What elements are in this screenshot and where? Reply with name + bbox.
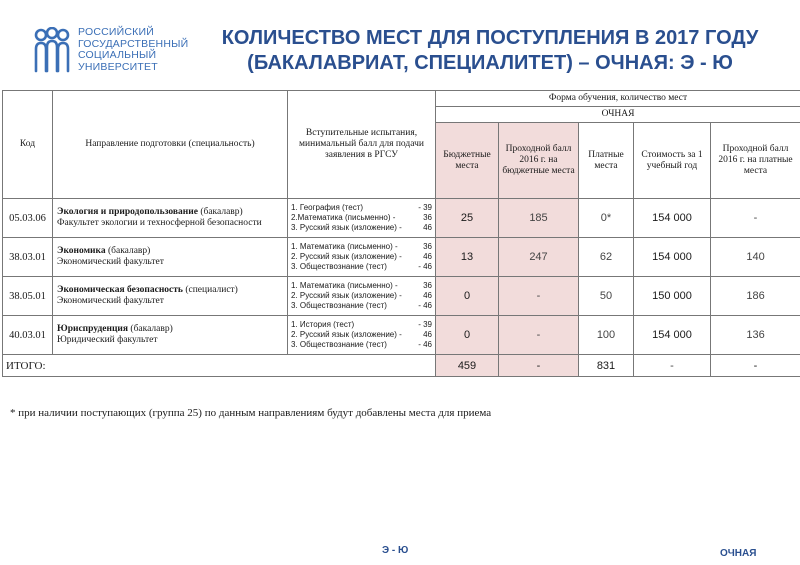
row-code: 05.03.06	[3, 199, 53, 238]
row-cost: 154 000	[634, 316, 711, 355]
logo-line: ГОСУДАРСТВЕННЫЙ	[78, 37, 189, 50]
exam-item: 2. Русский язык (изложение) - 46	[291, 330, 432, 339]
footnote: * при наличии поступающих (группа 25) по данным направлениям будут добавлены места для приема	[10, 407, 492, 419]
admission-table	[2, 90, 800, 377]
logo-people-icon	[32, 27, 72, 73]
footer-mode: ОЧНАЯ	[720, 548, 757, 559]
exam-item: 2. Русский язык (изложение) - 46	[291, 291, 432, 300]
header-pass-paid: Проходной балл 2016 г. на платные места	[711, 123, 800, 199]
row-cost: 154 000	[634, 199, 711, 238]
row-pass-paid: -	[711, 199, 800, 238]
row-code: 38.05.01	[3, 277, 53, 316]
table-row	[3, 199, 800, 238]
row-exams	[288, 277, 436, 316]
exam-item: 3. Обществознание (тест) - 46	[291, 262, 432, 271]
row-pass-budget: 185	[499, 199, 579, 238]
logo-text	[78, 27, 188, 73]
logo-line: РОССИЙСКИЙ	[78, 26, 154, 38]
direction-name: Экономика	[57, 246, 106, 256]
total-pass-budget: -	[499, 355, 579, 377]
row-cost: 150 000	[634, 277, 711, 316]
header-direction: Направление подготовки (специальность)	[53, 91, 288, 199]
header-budget: Бюджетные места	[436, 123, 499, 199]
table-row	[3, 277, 800, 316]
direction-name: Юриспруденция	[57, 324, 129, 334]
exam-item: 1. История (тест) - 39	[291, 320, 432, 329]
exam-item: 1. Математика (письменно) - 36	[291, 242, 432, 251]
row-direction	[53, 238, 288, 277]
direction-level: (бакалавр)	[200, 207, 243, 217]
header-mode: ОЧНАЯ	[436, 107, 800, 123]
header-code: Код	[3, 91, 53, 199]
row-paid: 62	[579, 238, 634, 277]
direction-faculty: Экономический факультет	[57, 257, 164, 267]
total-pass-paid: -	[711, 355, 800, 377]
total-row	[3, 355, 800, 377]
exam-item: 2.Математика (письменно) - 36	[291, 213, 432, 222]
direction-name: Экология и природопользование	[57, 207, 198, 217]
row-exams	[288, 316, 436, 355]
header-pass-budget: Проходной балл 2016 г. на бюджетные места	[499, 123, 579, 199]
direction-level: (специалист)	[185, 285, 238, 295]
row-paid: 50	[579, 277, 634, 316]
row-exams	[288, 199, 436, 238]
row-budget: 0	[436, 277, 499, 316]
header-cost: Стоимость за 1 учебный год	[634, 123, 711, 199]
exam-item: 1. География (тест) - 39	[291, 203, 432, 212]
row-direction	[53, 199, 288, 238]
table-row	[3, 316, 800, 355]
row-budget: 25	[436, 199, 499, 238]
direction-faculty: Юридический факультет	[57, 335, 158, 345]
exam-item: 3. Русский язык (изложение) - 46	[291, 223, 432, 232]
row-code: 40.03.01	[3, 316, 53, 355]
row-cost: 154 000	[634, 238, 711, 277]
row-exams	[288, 238, 436, 277]
row-paid: 0*	[579, 199, 634, 238]
row-budget: 13	[436, 238, 499, 277]
header-exams: Вступительные испытания, минимальный балл для подачи заявления в РГСУ	[288, 91, 436, 199]
header-paid: Платные места	[579, 123, 634, 199]
page-title	[195, 26, 785, 76]
exam-item: 3. Обществознание (тест) - 46	[291, 340, 432, 349]
row-pass-budget: 247	[499, 238, 579, 277]
row-direction	[53, 316, 288, 355]
row-pass-paid: 140	[711, 238, 800, 277]
row-paid: 100	[579, 316, 634, 355]
row-pass-budget: -	[499, 277, 579, 316]
total-paid: 831	[579, 355, 634, 377]
logo-line: СОЦИАЛЬНЫЙ	[78, 49, 157, 61]
table-row	[3, 238, 800, 277]
direction-name: Экономическая безопасность	[57, 285, 183, 295]
row-direction	[53, 277, 288, 316]
direction-level: (бакалавр)	[107, 246, 151, 256]
row-pass-budget: -	[499, 316, 579, 355]
title-line-2: (БАКАЛАВРИАТ, СПЕЦИАЛИТЕТ) – ОЧНАЯ: Э - Ю	[247, 52, 733, 74]
direction-level: (бакалавр)	[130, 324, 173, 334]
direction-faculty: Факультет экологии и техносферной безопасности	[57, 218, 262, 228]
exam-item: 2. Русский язык (изложение) - 46	[291, 252, 432, 261]
logo-line: УНИВЕРСИТЕТ	[78, 60, 158, 73]
header-form: Форма обучения, количество мест	[436, 91, 800, 107]
row-budget: 0	[436, 316, 499, 355]
title-line-1: КОЛИЧЕСТВО МЕСТ ДЛЯ ПОСТУПЛЕНИЯ В 2017 ГОДУ	[221, 27, 759, 49]
exam-item: 1. Математика (письменно) - 36	[291, 281, 432, 290]
row-pass-paid: 136	[711, 316, 800, 355]
row-code: 38.03.01	[3, 238, 53, 277]
total-budget: 459	[436, 355, 499, 377]
exam-item: 3. Обществознание (тест) - 46	[291, 301, 432, 310]
row-pass-paid: 186	[711, 277, 800, 316]
university-logo	[32, 24, 192, 76]
total-cost: -	[634, 355, 711, 377]
total-label: ИТОГО:	[3, 355, 436, 377]
footer-section: Э - Ю	[382, 545, 409, 556]
direction-faculty: Экономический факультет	[57, 296, 164, 306]
